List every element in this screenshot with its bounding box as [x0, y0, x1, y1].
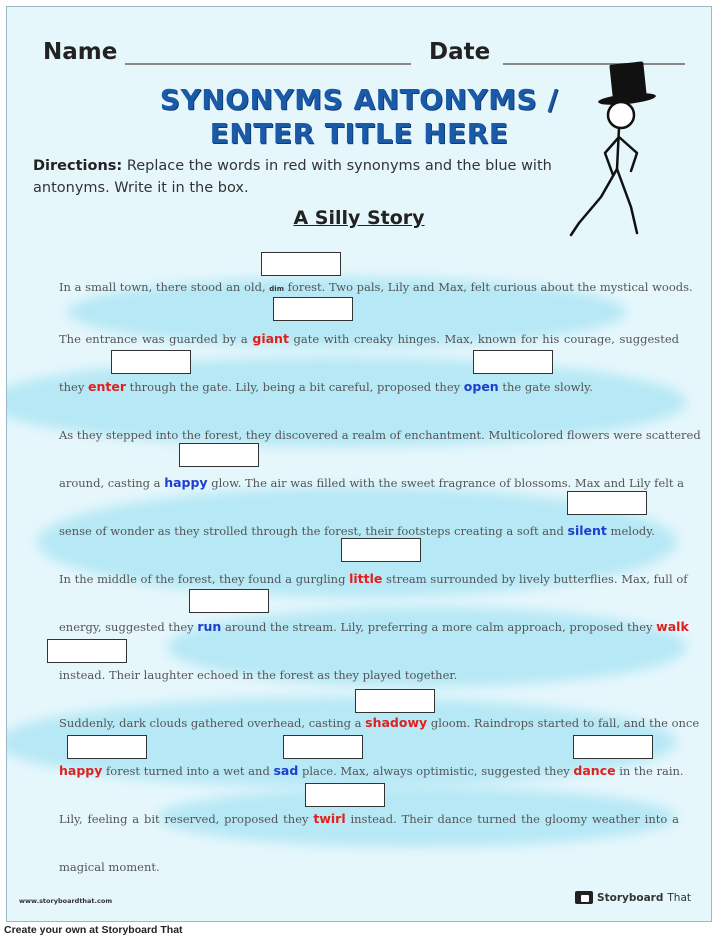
word-happy-glow: happy: [164, 475, 208, 490]
word-twirl: twirl: [313, 811, 346, 826]
name-line[interactable]: [125, 63, 411, 65]
word-silent: silent: [567, 523, 607, 538]
story-line-5: around, casting a happy glow. The air was filled with the sweet fragrance of blossoms. Max and Lily felt a: [59, 475, 685, 490]
word-sad: sad: [273, 763, 299, 778]
story-line-8: energy, suggested they run around the stream. Lily, preferring a more calm approach, proposed they walk: [59, 619, 689, 634]
answer-box-open[interactable]: [473, 350, 553, 374]
story-line-7: In the middle of the forest, they found a gurgling little stream surrounded by lively butterflies. Max, full of: [59, 571, 688, 586]
word-dance: dance: [573, 763, 616, 778]
word-little: little: [349, 571, 383, 586]
answer-box-dim[interactable]: [261, 252, 341, 276]
story-line-3: they enter through the gate. Lily, being a bit careful, proposed they open the gate slowly.: [59, 379, 593, 394]
answer-box-enter[interactable]: [111, 350, 191, 374]
word-dim: dim: [269, 285, 284, 293]
answer-box-happy-glow[interactable]: [179, 443, 259, 467]
word-happy-forest: happy: [59, 763, 103, 778]
answer-box-sad[interactable]: [283, 735, 363, 759]
name-label: Name: [43, 39, 118, 65]
answer-box-dance[interactable]: [573, 735, 653, 759]
bottom-caption[interactable]: Create your own at Storyboard That: [4, 924, 183, 936]
title-line-2: ENTER TITLE HERE: [209, 117, 509, 150]
directions: [33, 155, 593, 199]
word-open: open: [463, 379, 499, 394]
logo-text-bold: Storyboard: [597, 891, 664, 904]
story-line-13: magical moment.: [59, 860, 160, 874]
story-line-2: The entrance was guarded by a giant gate with creaky hinges. Max, known for his courage, suggested: [59, 331, 679, 346]
word-run: run: [197, 619, 222, 634]
answer-box-shadowy[interactable]: [355, 689, 435, 713]
footer-url[interactable]: www.storyboardthat.com: [19, 897, 113, 905]
answer-box-little[interactable]: [341, 538, 421, 562]
worksheet: [6, 6, 712, 922]
story-title: A Silly Story: [293, 207, 425, 229]
word-enter: enter: [88, 379, 126, 394]
answer-box-happy-forest[interactable]: [67, 735, 147, 759]
story-line-11: happy forest turned into a wet and sad place. Max, always optimistic, suggested they dance in the rain.: [59, 763, 684, 778]
word-shadowy: shadowy: [365, 715, 428, 730]
story-line-10: Suddenly, dark clouds gathered overhead, casting a shadowy gloom. Raindrops started to fall, and the once: [59, 715, 700, 730]
date-label: Date: [429, 39, 491, 65]
storyboard-icon: [575, 891, 593, 904]
answer-box-giant[interactable]: [273, 297, 353, 321]
word-walk: walk: [656, 619, 689, 634]
storyboardthat-logo: [575, 891, 691, 904]
title-line-1: SYNONYMS ANTONYMS /: [159, 83, 559, 116]
story-line-4: As they stepped into the forest, they discovered a realm of enchantment. Multicolored flowers were scattered: [59, 428, 701, 442]
directions-label: Directions:: [33, 158, 123, 174]
directions-text: Replace the words in red with synonyms and the blue with antonyms. Write it in the box.: [33, 158, 552, 196]
story-line-12: Lily, feeling a bit reserved, proposed they twirl instead. Their dance turned the gloomy weather into a: [59, 811, 679, 826]
answer-box-run[interactable]: [189, 589, 269, 613]
answer-box-twirl[interactable]: [305, 783, 385, 807]
word-giant: giant: [252, 331, 289, 346]
story-line-9: instead. Their laughter echoed in the forest as they played together.: [59, 668, 458, 682]
logo-text-light: That: [667, 891, 691, 904]
story-line-6: sense of wonder as they strolled through the forest, their footsteps creating a soft and silent melody.: [59, 523, 655, 538]
story-line-1: In a small town, there stood an old, dim forest. Two pals, Lily and Max, felt curious about the mystical woods.: [59, 280, 693, 294]
answer-box-walk[interactable]: [47, 639, 127, 663]
answer-box-silent[interactable]: [567, 491, 647, 515]
